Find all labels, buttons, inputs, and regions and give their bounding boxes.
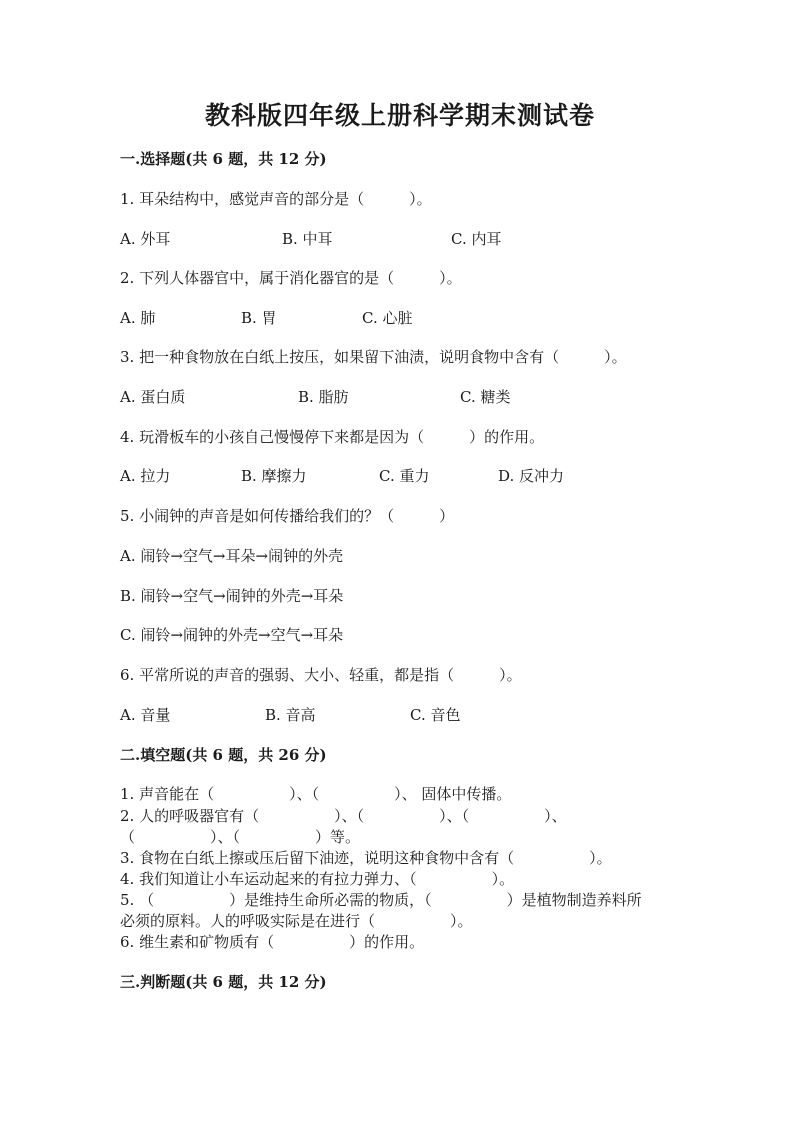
- option-2c: C. 心脏: [362, 309, 413, 327]
- option-1a: A. 外耳: [120, 230, 171, 248]
- fill-line-6: 6. 维生素和矿物质有（ ）的作用。: [120, 933, 425, 951]
- section-heading-judge: 三.判断题(共 6 题，共 12 分): [120, 973, 327, 991]
- page-title: 教科版四年级上册科学期末测试卷: [204, 101, 595, 130]
- option-2a: A. 肺: [120, 309, 156, 327]
- option-4c: C. 重力: [379, 467, 430, 485]
- fill-line-3: 3. 食物在白纸上擦或压后留下油迹，说明这种食物中含有（ ）。: [120, 849, 612, 867]
- option-5b: B. 闹铃→空气→闹钟的外壳→耳朵: [120, 587, 344, 605]
- question-4: 4. 玩滑板车的小孩自己慢慢停下来都是因为（ ）的作用。: [120, 428, 545, 446]
- section-heading-choice: 一.选择题(共 6 题，共 12 分): [120, 150, 327, 168]
- option-4a: A. 拉力: [120, 467, 171, 485]
- option-1c: C. 内耳: [451, 230, 502, 248]
- option-6c: C. 音色: [410, 706, 461, 724]
- question-6: 6. 平常所说的声音的强弱、大小、轻重，都是指（ ）。: [120, 666, 522, 684]
- fill-line-4: 4. 我们知道让小车运动起来的有拉力弹力、（ ）。: [120, 870, 515, 888]
- option-4d: D. 反冲力: [498, 467, 565, 485]
- question-2: 2. 下列人体器官中，属于消化器官的是（ ）。: [120, 269, 462, 287]
- option-3a: A. 蛋白质: [120, 388, 186, 406]
- option-2b: B. 胃: [241, 309, 277, 327]
- option-3b: B. 脂肪: [298, 388, 349, 406]
- fill-line-1: 1. 声音能在（ ）、（ ）、 固体中传播。: [120, 785, 512, 803]
- section-heading-fill: 二.填空题(共 6 题，共 26 分): [120, 746, 327, 764]
- question-1: 1. 耳朵结构中，感觉声音的部分是（ ）。: [120, 190, 432, 208]
- question-5: 5. 小闹钟的声音是如何传播给我们的？（ ）: [120, 507, 455, 525]
- option-3c: C. 糖类: [460, 388, 511, 406]
- option-1b: B. 中耳: [282, 230, 333, 248]
- fill-line-2-cont: （ ）、（ ）等。: [120, 828, 361, 846]
- option-6b: B. 音高: [265, 706, 316, 724]
- option-6a: A. 音量: [120, 706, 171, 724]
- option-5a: A. 闹铃→空气→耳朵→闹钟的外壳: [120, 547, 344, 565]
- option-4b: B. 摩擦力: [241, 467, 307, 485]
- question-3: 3. 把一种食物放在白纸上按压，如果留下油渍，说明食物中含有（ ）。: [120, 348, 627, 366]
- fill-line-5-cont: 必须的原料。人的呼吸实际是在进行（ ）。: [120, 912, 473, 930]
- option-5c: C. 闹铃→闹钟的外壳→空气→耳朵: [120, 626, 344, 644]
- fill-line-2: 2. 人的呼吸器官有（ ）、（ ）、（ ）、: [120, 807, 567, 825]
- fill-line-5: 5. （ ）是维持生命所必需的物质，（ ）是植物制造养料所: [120, 891, 642, 909]
